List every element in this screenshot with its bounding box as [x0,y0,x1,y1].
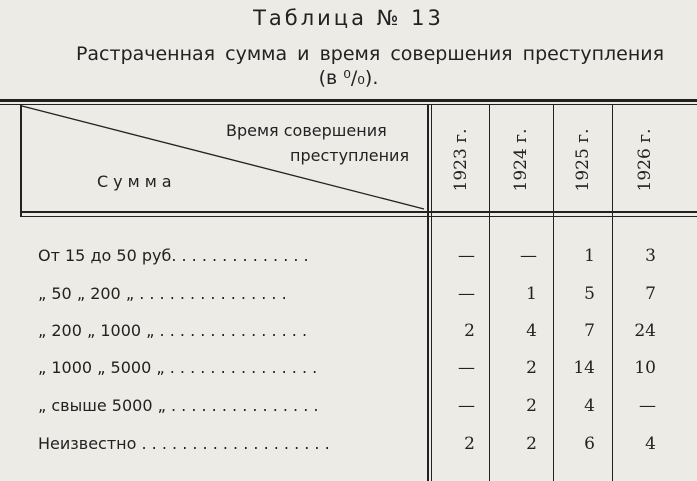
table-cell: — [458,396,475,416]
table-cell: 4 [584,396,595,416]
header-sum-label: Сумма [97,172,177,191]
year-header: 1926 г. [635,128,655,192]
year-header: 1923 г. [451,128,471,192]
table-cell: 4 [645,434,656,454]
row-label: Неизвестно . . . . . . . . . . . . . . . . . . . [38,434,330,453]
table-cell: 2 [526,396,537,416]
table-cell: 2 [526,358,537,378]
year-header: 1924 г. [511,128,531,192]
row-label: „ 50 „ 200 „ . . . . . . . . . . . . . . . [38,284,287,303]
row-label: От 15 до 50 руб. . . . . . . . . . . . . . [38,246,309,265]
table-cell: 6 [584,434,595,454]
row-label: „ свыше 5000 „ . . . . . . . . . . . . . . . [38,396,319,415]
table-cell: 1 [526,284,537,304]
table-cell: — [639,396,656,416]
table-title: Растраченная сумма и время совершения преступления [75,43,665,65]
table-subtitle: (в ⁰/₀). [318,67,379,89]
table-cell: 24 [634,321,656,341]
header-time-label-line2: преступления [290,146,410,165]
table-title-number: Таблица № 13 [253,6,444,30]
table-cell: 1 [584,246,595,266]
row-label: „ 1000 „ 5000 „ . . . . . . . . . . . . . . . [38,358,318,377]
table-cell: 7 [584,321,595,341]
table-cell: 3 [645,246,656,266]
table-cell: 2 [464,434,475,454]
table-cell: — [520,246,537,266]
table-cell: 5 [584,284,595,304]
table-cell: 2 [464,321,475,341]
year-header: 1925 г. [573,128,593,192]
table-cell: 10 [634,358,656,378]
row-label: „ 200 „ 1000 „ . . . . . . . . . . . . . . . [38,321,308,340]
table-cell: — [458,284,475,304]
table-cell: 7 [645,284,656,304]
header-time-label-line1: Время совершения [226,121,387,140]
table-cell: — [458,246,475,266]
table-cell: 4 [526,321,537,341]
table-cell: 2 [526,434,537,454]
table-cell: 14 [573,358,595,378]
table-cell: — [458,358,475,378]
